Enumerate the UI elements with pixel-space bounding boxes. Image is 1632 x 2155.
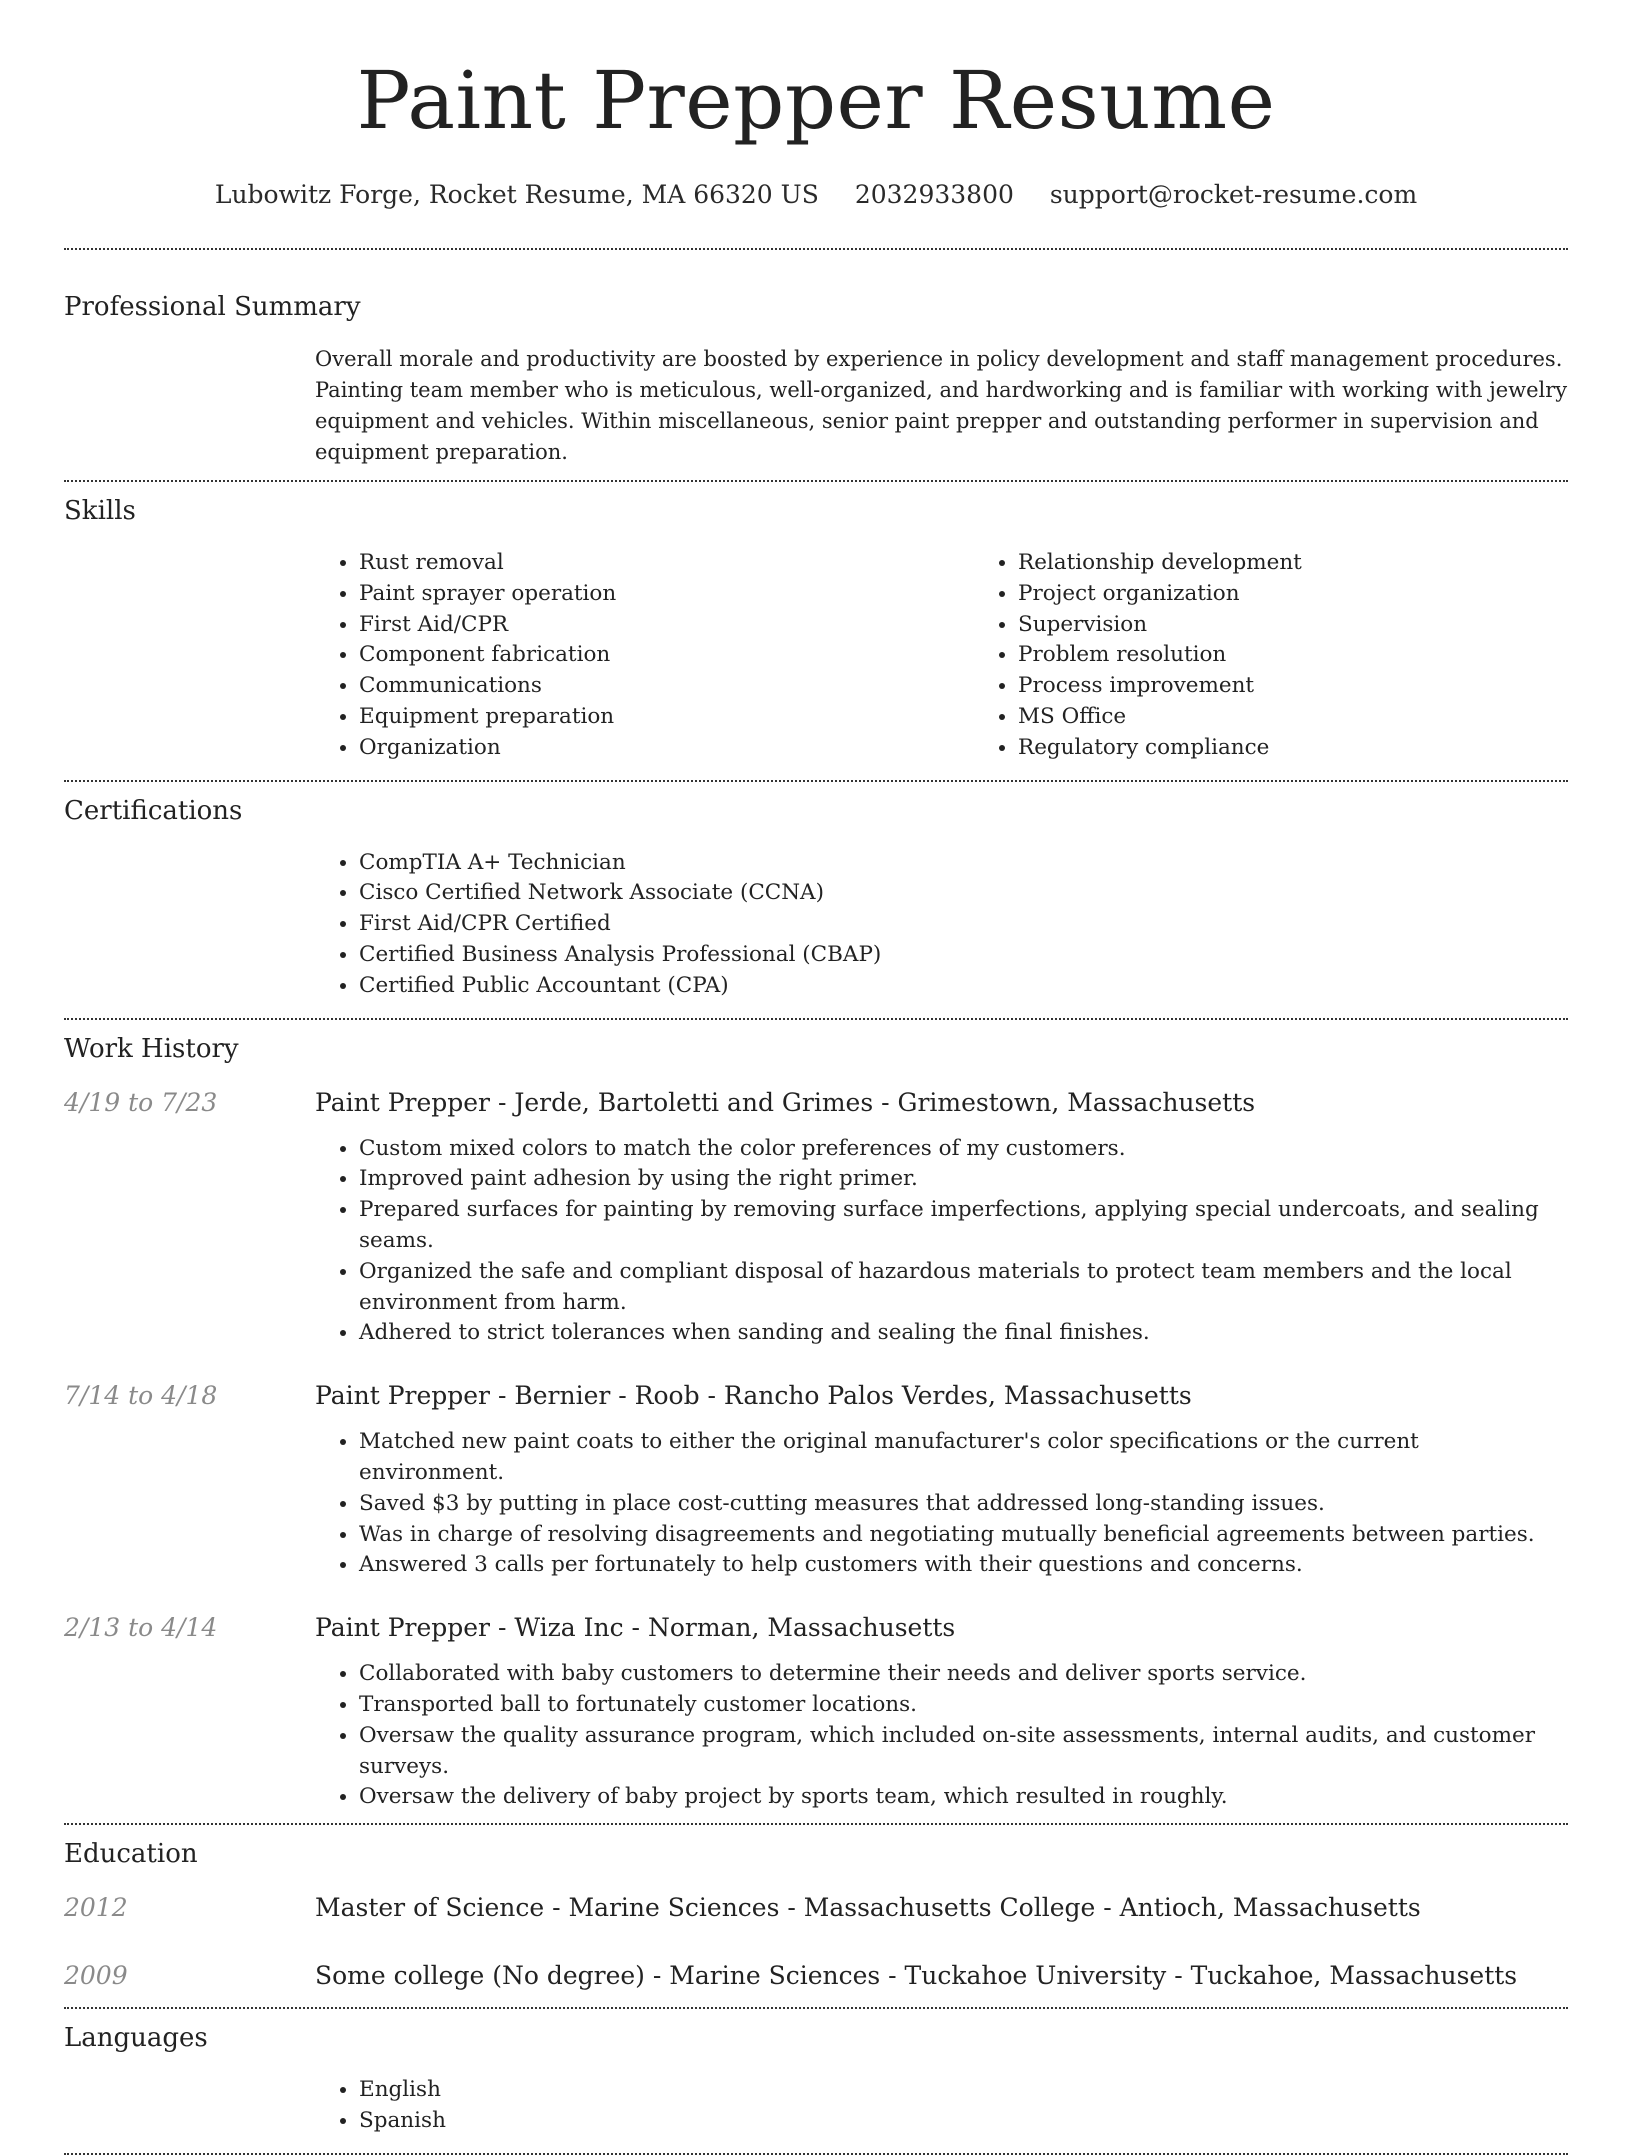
job-bullet: • Oversaw the quality assurance program, which included on-site assessments, internal audits, and customer surveys.: [359, 1721, 1568, 1783]
education-entry: [64, 1891, 1568, 1925]
skill-item: • Rust removal: [359, 548, 974, 579]
work-section: [64, 1020, 1568, 1824]
skill-item: • Supervision: [1018, 610, 1632, 641]
job-title: Paint Prepper - Wiza Inc - Norman, Massachusetts: [315, 1613, 956, 1643]
job-entry: [64, 1086, 1568, 1350]
certifications-list: [315, 848, 1568, 1002]
job-title: Paint Prepper - Bernier - Roob - Rancho Palos Verdes, Massachusetts: [315, 1381, 1192, 1411]
contact-phone: 2032933800: [854, 180, 1014, 209]
job-bullet: • Saved $3 by putting in place cost-cutting measures that addressed long-standing issues.: [359, 1489, 1568, 1520]
job-entry: [64, 1611, 1568, 1813]
job-dates: 7/14 to 4/18: [64, 1381, 218, 1411]
certification-item: • Certified Business Analysis Professional (CBAP): [359, 940, 1568, 971]
job-bullet: • Prepared surfaces for painting by removing surface imperfections, applying special undercoats, and sealing seams.: [359, 1195, 1568, 1257]
education-year: 2009: [64, 1961, 128, 1991]
summary-text: Overall morale and productivity are boosted by experience in policy development and staff management procedures. Painting team member who is meticulous, well-organized, and hardworking and is familiar with working with jewelry equipment and vehicles. Within miscellaneous, senior paint prepper and outstanding performer in supervision and equipment preparation.: [315, 347, 1568, 464]
job-bullet: • Was in charge of resolving disagreements and negotiating mutually beneficial agreements between parties.: [359, 1520, 1568, 1551]
education-year: 2012: [64, 1893, 128, 1923]
education-heading: Education: [64, 1839, 198, 1870]
skill-item: • Process improvement: [1018, 671, 1632, 702]
languages-list: [315, 2075, 1568, 2137]
job-dates: 2/13 to 4/14: [64, 1613, 218, 1643]
job-bullet: • Transported ball to fortunately customer locations.: [359, 1690, 1568, 1721]
education-list: [64, 1891, 1568, 1993]
work-heading: Work History: [64, 1033, 239, 1064]
language-item: • Spanish: [359, 2106, 1568, 2137]
education-title: Master of Science - Marine Sciences - Massachusetts College - Antioch, Massachusetts: [315, 1893, 1421, 1923]
skill-item: • Component fabrication: [359, 640, 974, 671]
divider: [64, 2153, 1568, 2155]
skill-item: • Communications: [359, 671, 974, 702]
contact-email: support@rocket-resume.com: [1049, 180, 1418, 209]
skill-item: • Equipment preparation: [359, 702, 974, 733]
job-bullet: • Improved paint adhesion by using the right primer.: [359, 1164, 1568, 1195]
language-item: • English: [359, 2075, 1568, 2106]
job-title: Paint Prepper - Jerde, Bartoletti and Grimes - Grimestown, Massachusetts: [315, 1087, 1256, 1117]
certifications-heading: Certifications: [64, 795, 243, 826]
contact-address: Lubowitz Forge, Rocket Resume, MA 66320 US: [214, 180, 819, 209]
job-bullet: • Answered 3 calls per fortunately to help customers with their questions and concerns.: [359, 1550, 1568, 1581]
skill-item: • Project organization: [1018, 579, 1632, 610]
skills-list-right: [974, 548, 1632, 764]
job-bullet: • Adhered to strict tolerances when sanding and sealing the final finishes.: [359, 1318, 1568, 1349]
skill-item: • Relationship development: [1018, 548, 1632, 579]
job-bullet: • Custom mixed colors to match the color preferences of my customers.: [359, 1134, 1568, 1165]
job-bullet: • Matched new paint coats to either the original manufacturer's color specifications or the current environment.: [359, 1427, 1568, 1489]
job-list: [64, 1086, 1568, 1814]
skill-item: • Problem resolution: [1018, 640, 1632, 671]
contact-line: [64, 178, 1568, 212]
summary-section: [64, 250, 1568, 480]
certification-item: • CompTIA A+ Technician: [359, 848, 1568, 879]
education-entry: [64, 1959, 1568, 1993]
resume-title: Paint Prepper Resume: [356, 54, 1276, 147]
skills-section: [64, 482, 1568, 780]
job-bullet: • Collaborated with baby customers to determine their needs and deliver sports service.: [359, 1659, 1568, 1690]
skill-item: • Paint sprayer operation: [359, 579, 974, 610]
job-dates: 4/19 to 7/23: [64, 1087, 218, 1117]
skills-columns: [315, 548, 1632, 764]
skill-item: • First Aid/CPR: [359, 610, 974, 641]
job-bullet: • Oversaw the delivery of baby project by sports team, which resulted in roughly.: [359, 1782, 1568, 1813]
job-bullets: [315, 1134, 1568, 1350]
certification-item: • Certified Public Accountant (CPA): [359, 971, 1568, 1002]
summary-heading: Professional Summary: [64, 292, 361, 322]
skills-heading: Skills: [64, 496, 136, 526]
languages-heading: Languages: [64, 2023, 208, 2054]
skill-item: • MS Office: [1018, 702, 1632, 733]
languages-section: [64, 2009, 1568, 2153]
education-section: [64, 1825, 1568, 2007]
certification-item: • First Aid/CPR Certified: [359, 909, 1568, 940]
skill-item: • Organization: [359, 733, 974, 764]
job-bullets: [315, 1427, 1568, 1581]
certification-item: • Cisco Certified Network Associate (CCNA): [359, 878, 1568, 909]
education-title: Some college (No degree) - Marine Sciences - Tuckahoe University - Tuckahoe, Massachusetts: [315, 1961, 1518, 1991]
certifications-section: [64, 782, 1568, 1018]
job-entry: [64, 1379, 1568, 1581]
skill-item: • Regulatory compliance: [1018, 733, 1632, 764]
job-bullets: [315, 1659, 1568, 1813]
job-bullet: • Organized the safe and compliant disposal of hazardous materials to protect team members and the local environment from harm.: [359, 1257, 1568, 1319]
skills-list-left: [315, 548, 974, 764]
